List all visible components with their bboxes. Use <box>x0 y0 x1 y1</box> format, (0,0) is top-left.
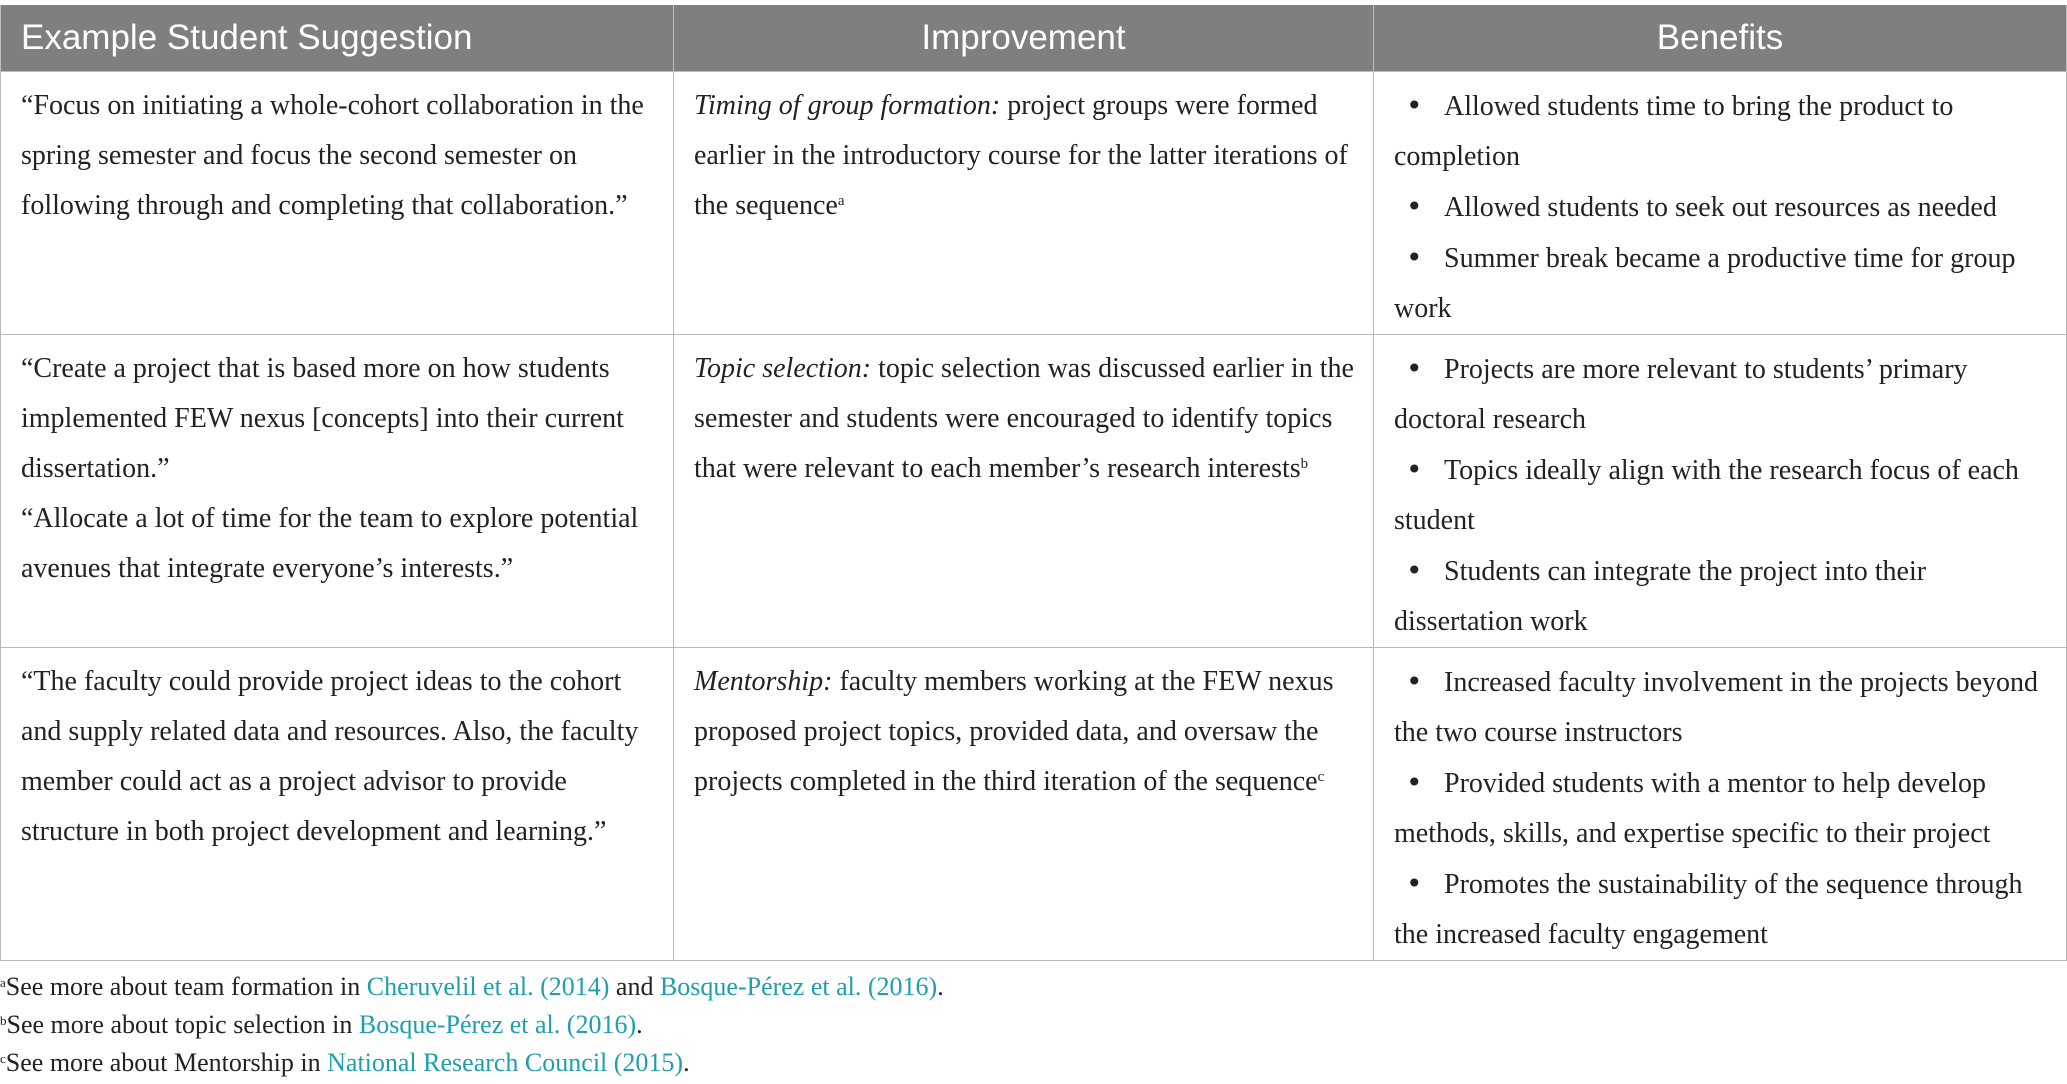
footnote: $^b$See more about topic selection in Bosque-Pérez et al. (2016). <box>0 1010 643 1039</box>
benefits-cell <box>1374 72 2067 335</box>
improvement-cell <box>674 335 1374 648</box>
bullet-icon: • <box>1406 766 1423 799</box>
benefit-item: • Allowed students to seek out resources as needed <box>1394 182 2048 233</box>
footnote-mark: c <box>1317 769 1325 785</box>
bullet-icon: • <box>1406 241 1423 274</box>
header-benefits: Benefits <box>1374 5 2067 72</box>
citation-link[interactable]: National Research Council (2015) <box>327 1048 684 1077</box>
table-row <box>1 335 2067 648</box>
suggestion-quote: “Allocate a lot of time for the team to explore potential avenues that integrate everyone’s interests.” <box>21 503 639 584</box>
bullet-icon: • <box>1406 190 1423 223</box>
improvement-title: Topic selection: <box>694 353 872 384</box>
improvements-table <box>0 5 2067 961</box>
suggestion-quote: “Create a project that is based more on how students implemented FEW nexus [concepts] into their current dissertation.” <box>21 353 624 484</box>
footnote-mark: b <box>1300 456 1309 472</box>
benefit-item: • Students can integrate the project into their dissertation work <box>1394 546 2048 647</box>
bullet-icon: • <box>1406 554 1423 587</box>
header-suggestion: Example Student Suggestion <box>1 5 674 72</box>
benefit-item: • Provided students with a mentor to help develop methods, skills, and expertise specific to their project <box>1394 758 2048 859</box>
benefit-item: • Promotes the sustainability of the sequence through the increased faculty engagement <box>1394 859 2048 960</box>
benefit-item: • Increased faculty involvement in the projects beyond the two course instructors <box>1394 657 2048 758</box>
bullet-icon: • <box>1406 352 1423 385</box>
citation-link[interactable]: Cheruvelil et al. (2014) <box>366 972 610 1001</box>
benefit-item: • Summer break became a productive time for group work <box>1394 233 2048 334</box>
footnote: $^c$See more about Mentorship in National Research Council (2015). <box>0 1048 690 1077</box>
footnote: $^a$See more about team formation in Cheruvelil et al. (2014) and Bosque-Pérez et al. (2016). <box>0 972 944 1001</box>
benefit-item: • Projects are more relevant to students’ primary doctoral research <box>1394 344 2048 445</box>
suggestion-cell <box>1 72 674 335</box>
improvement-text: project groups were formed earlier in the introductory course for the latter iterations of the sequence <box>694 90 1348 221</box>
improvement-cell <box>674 648 1374 961</box>
suggestion-quote: “Focus on initiating a whole-cohort collaboration in the spring semester and focus the second semester on following through and completing that collaboration.” <box>21 90 644 221</box>
suggestion-cell <box>1 335 674 648</box>
suggestion-quote: “The faculty could provide project ideas to the cohort and supply related data and resources. Also, the faculty member could act as a project advisor to provide structure in both project development and learning.” <box>21 666 639 847</box>
bullet-icon: • <box>1406 665 1423 698</box>
bullet-icon: • <box>1406 453 1423 486</box>
improvement-text: topic selection was discussed earlier in the semester and students were encouraged to identify topics that were relevant to each member’s research interests <box>694 353 1354 484</box>
improvement-title: Mentorship: <box>694 666 833 697</box>
citation-link[interactable]: Bosque-Pérez et al. (2016) <box>659 972 938 1001</box>
improvement-title: Timing of group formation: <box>694 90 1001 121</box>
citation-link[interactable]: Bosque-Pérez et al. (2016) <box>358 1010 637 1039</box>
improvement-cell <box>674 72 1374 335</box>
benefits-cell <box>1374 648 2067 961</box>
table-footnotes <box>0 968 944 1082</box>
header-improvement: Improvement <box>674 5 1374 72</box>
suggestion-cell <box>1 648 674 961</box>
table-row <box>1 648 2067 961</box>
benefit-item: • Allowed students time to bring the product to completion <box>1394 81 2048 182</box>
benefit-item: • Topics ideally align with the research focus of each student <box>1394 445 2048 546</box>
benefits-cell <box>1374 335 2067 648</box>
bullet-icon: • <box>1406 867 1423 900</box>
table-header-row <box>1 5 2067 72</box>
bullet-icon: • <box>1406 89 1423 122</box>
improvement-text: faculty members working at the FEW nexus proposed project topics, provided data, and oversaw the projects completed in the third iteration of the sequence <box>694 666 1334 797</box>
footnote-mark: a <box>837 193 845 209</box>
table-row <box>1 72 2067 335</box>
